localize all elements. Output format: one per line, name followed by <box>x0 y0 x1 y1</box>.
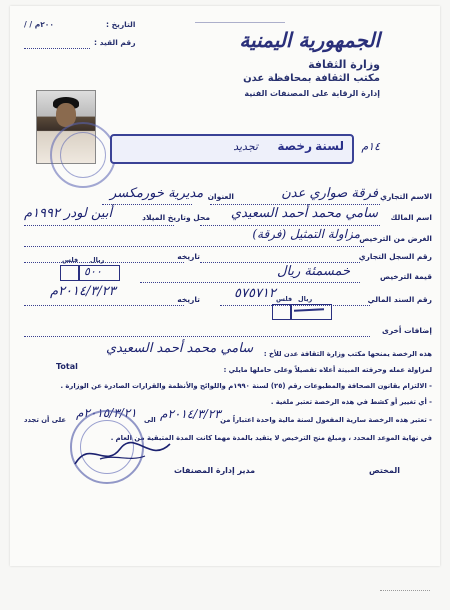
receipt-label: رقم السند المالي <box>367 295 432 304</box>
purpose-label: الغرض من الترخيص <box>359 234 432 243</box>
record-label: رقم القيد : <box>94 38 136 47</box>
office-name: مكتب الثقافة بمحافظة عدن <box>243 73 380 84</box>
banner-year-label: لسنة <box>315 139 344 153</box>
condition-3: - تعتبر هذه الرخصة سارية المفعول لسنة مالية واحدة اعتباراً من <box>220 416 432 424</box>
date-label: التاريخ : <box>106 20 136 29</box>
extras-fils-box <box>272 304 292 320</box>
fee-label: قيمة الترخيص <box>380 272 432 281</box>
director-signature <box>70 434 180 474</box>
purpose-value: مزاولة التمثيل (فرقة) <box>252 227 360 241</box>
condition-2: - أي تغيير أو كشط في هذه الرخصة تعتبر ملغية . <box>270 398 432 406</box>
banner-title: رخصة <box>277 139 312 153</box>
extras-line <box>24 336 370 337</box>
fee-riyal-label: ريال <box>90 256 105 264</box>
license-document <box>10 6 440 566</box>
birth-label: محل وتاريخ الميلاد <box>142 213 210 222</box>
fee-fils-box <box>60 265 80 281</box>
trade-name-value: فرقة صواري عدن <box>281 186 378 201</box>
statement-line2: لمزاولة عمله وحرفته المبينة أعلاه تفصيلاً وعلى حاملها مايلي : <box>223 366 432 374</box>
fee-fils-label: فلس <box>62 256 79 264</box>
registry-date-label: تاريخه <box>177 252 200 261</box>
photo-stamp-inner <box>60 132 106 178</box>
photo-stamp <box>50 122 116 188</box>
condition-3-to-label: الى <box>144 416 156 424</box>
trade-name-line <box>210 204 380 205</box>
owner-line <box>200 225 380 226</box>
trade-name-label: الاسم التجاري <box>380 192 432 201</box>
statement-line1-value: سامي محمد أحمد السعيدي <box>106 341 254 356</box>
address-value: مديرية خورمكسر <box>110 186 204 201</box>
banner-year-value: ١٤م <box>361 140 380 153</box>
receipt-date-value: ٢٠١٤/٣/٢٣م <box>50 284 116 299</box>
condition-3-from: ٢٠١٤/٣/٢٣م <box>160 407 221 421</box>
condition-3-end: على أن تجدد <box>24 416 67 424</box>
top-crest-strip <box>195 12 285 23</box>
receipt-date-label: تاريخه <box>177 295 200 304</box>
extras-riyal-label: ريال <box>298 295 313 303</box>
fee-line <box>140 282 360 283</box>
specialist-label: المختص <box>368 466 400 475</box>
receipt-date-line <box>24 305 184 306</box>
owner-value: سامي محمد أحمد السعيدي <box>230 206 378 221</box>
condition-1: - الالتزام بقانون الصحافة والمطبوعات رقم (٢٥) لسنة ١٩٩٠م واللوائح والأنظمة والقرارات الصادرة عن الوزارة . <box>60 382 432 390</box>
birth-line <box>24 225 174 226</box>
registry-label: رقم السجل التجاري <box>358 252 432 261</box>
department-name: إدارة الرقابة على المصنفات الفنية <box>244 89 380 98</box>
fee-words: خمسمئة ريال <box>277 264 350 279</box>
scan-artifact <box>380 590 430 601</box>
address-label: العنوان <box>207 192 234 201</box>
total-label: Total <box>56 362 78 371</box>
birth-value: أبين لودر ١٩٩٢م <box>24 206 113 221</box>
fee-box-value: ٥٠٠ <box>84 265 102 278</box>
owner-label: اسم المالك <box>390 213 432 222</box>
record-line <box>24 48 90 49</box>
statement-line1: هذه الرخصة يمنحها مكتب وزارة الثقافة عدن للأخ : <box>263 350 432 358</box>
receipt-value: ٥٧٥٧١٢ <box>234 286 276 301</box>
republic-title: الجمهورية اليمنية <box>239 28 380 52</box>
condition-3-to: ٢٠١٥/٣/٢١م <box>76 406 137 420</box>
date-value: / / ٢٠٠م <box>24 20 54 29</box>
extras-label: إضافات أخرى <box>381 326 432 335</box>
extras-fils-label: فلس <box>276 295 293 303</box>
registry-line <box>200 262 360 263</box>
banner-handwritten: تجديد <box>233 140 258 153</box>
ministry-name: وزارة الثقافة <box>308 58 380 71</box>
extras-riyal-box <box>290 304 332 320</box>
director-label: مدير إدارة المصنفات <box>174 466 256 475</box>
condition-4: في نهاية الموعد المحدد ، ومبلغ منح الترخيص لا يتقيد بالمدة مهما كانت المدة المتبقية من العام . <box>110 434 432 442</box>
purpose-line <box>24 246 364 247</box>
address-line <box>102 204 192 205</box>
